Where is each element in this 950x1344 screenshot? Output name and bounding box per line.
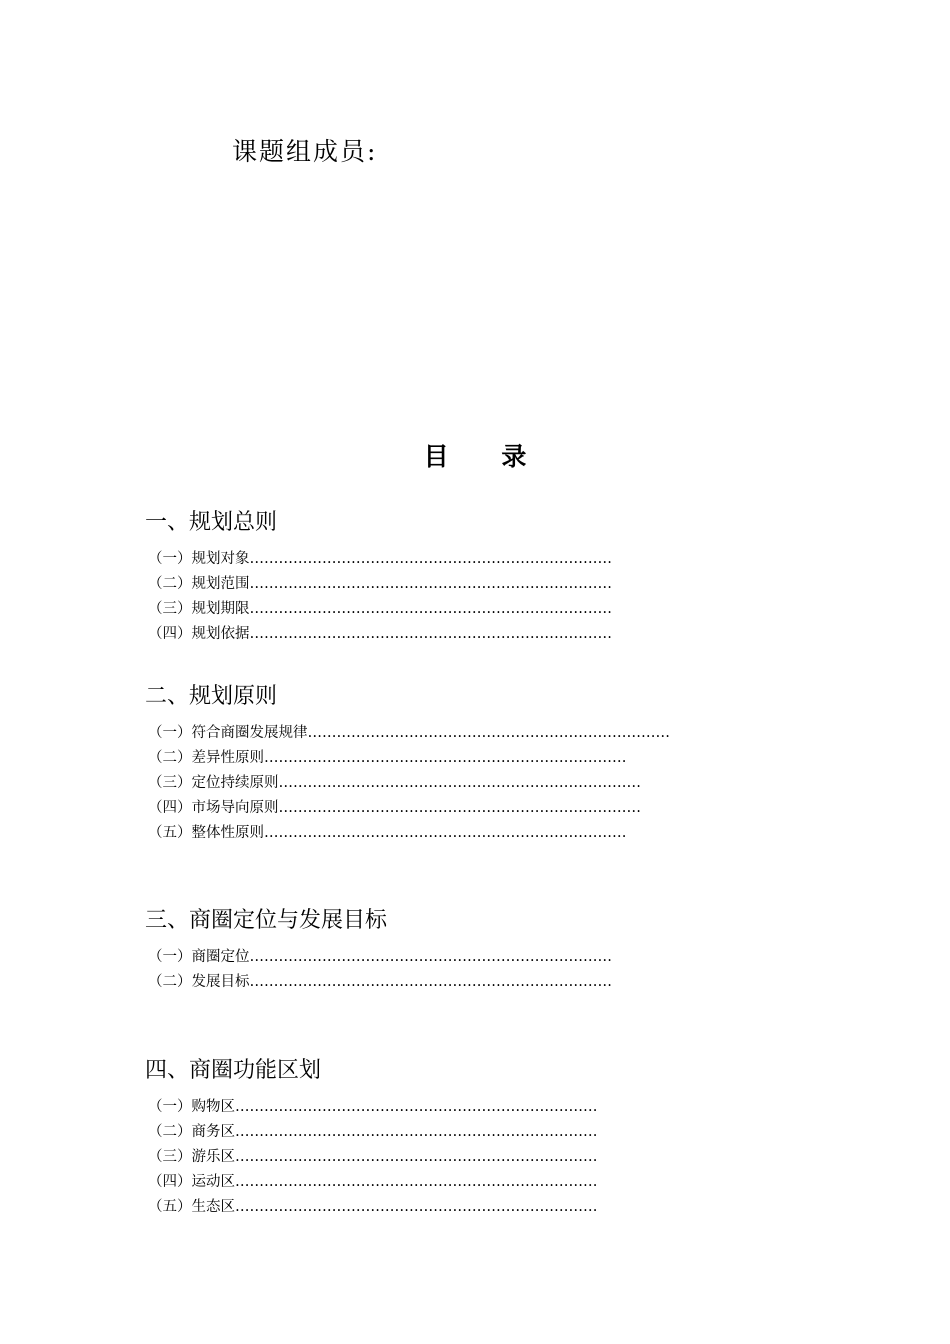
section-heading-3: 三、商圈定位与发展目标 [145,908,388,933]
toc-item[interactable]: （五）生态区………………………………………………………………… [148,1199,598,1215]
toc-title: 目 录 [423,442,549,471]
toc-item[interactable]: （一）商圈定位………………………………………………………………… [148,949,612,965]
toc-item[interactable]: （二）规划范围………………………………………………………………… [148,576,612,592]
toc-item[interactable]: （二）商务区………………………………………………………………… [148,1124,598,1140]
section-heading-1: 一、规划总则 [145,510,278,535]
toc-item[interactable]: （四）市场导向原则………………………………………………………………… [148,800,641,816]
toc-item[interactable]: （三）游乐区………………………………………………………………… [148,1149,598,1165]
section-heading-2: 二、规划原则 [145,684,278,709]
toc-item[interactable]: （四）运动区………………………………………………………………… [148,1174,598,1190]
toc-item[interactable]: （一）购物区………………………………………………………………… [148,1099,598,1115]
toc-item[interactable]: （三）规划期限………………………………………………………………… [148,601,612,617]
toc-item[interactable]: （一）符合商圈发展规律………………………………………………………………… [148,725,670,741]
section-heading-4: 四、商圈功能区划 [145,1058,322,1083]
toc-item[interactable]: （二）差异性原则………………………………………………………………… [148,750,627,766]
toc-item[interactable]: （五）整体性原则………………………………………………………………… [148,825,627,841]
toc-item[interactable]: （二）发展目标………………………………………………………………… [148,974,612,990]
toc-item[interactable]: （一）规划对象………………………………………………………………… [148,551,612,567]
toc-item[interactable]: （三）定位持续原则………………………………………………………………… [148,775,641,791]
members-label: 课题组成员: [232,137,378,166]
toc-item[interactable]: （四）规划依据………………………………………………………………… [148,626,612,642]
